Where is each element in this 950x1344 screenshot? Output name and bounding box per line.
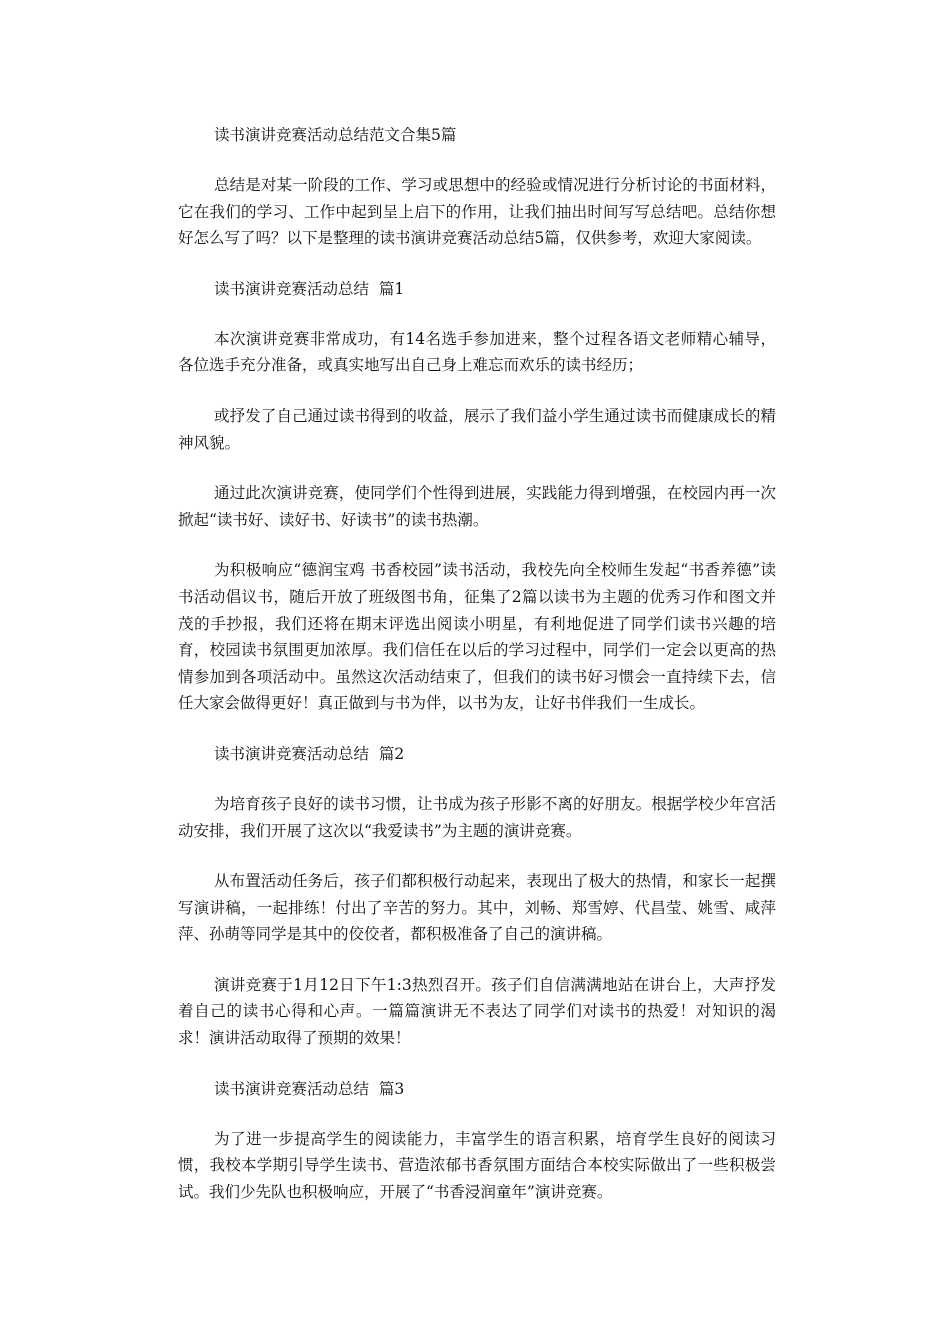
- section-paragraph: 从布置活动任务后，孩子们都积极行动起来，表现出了极大的热情，和家长一起撰写演讲稿，一起排练！付出了辛苦的努力。其中，刘畅、郑雪婷、代昌莹、姚雪、咸萍萍、孙萌等同学是其中的佼佼者，都积极准备了自己的演讲稿。: [178, 872, 776, 944]
- section-paragraph: 演讲竞赛于1月12日下午1:3热烈召开。孩子们自信满满地站在讲台上，大声抒发着自己的读书心得和心声。一篇篇演讲无不表达了同学们对读书的热爱！对知识的渴求！演讲活动取得了预期的效果！: [178, 975, 776, 1048]
- section-paragraph: 为培育孩子良好的读书习惯，让书成为孩子形影不离的好朋友。根据学校少年宫活动安排，我们开展了这次以“我爱读书”为主题的演讲竞赛。: [178, 794, 776, 840]
- section-paragraph: 为积极响应“德润宝鸡 书香校园”读书活动，我校先向全校师生发起“书香养德”读书活动倡议书，随后开放了班级图书角，征集了2篇以读书为主题的优秀习作和图文并茂的手抄报，我们还将在期末评选出阅读小明星，有利地促进了同学们读书兴趣的培育，校园读书氛围更加浓厚。我们信任在以后的学习过程中，同学们一定会以更高的热情参加到各项活动中。虽然这次活动结束了，但我们的读书好习惯会一直持续下去，信任大家会做得更好！真正做到与书为伴，以书为友，让好书伴我们一生成长。: [178, 561, 776, 713]
- section-heading: 读书演讲竞赛活动总结 篇3: [214, 1079, 405, 1098]
- section-paragraph: 或抒发了自己通过读书得到的收益，展示了我们益小学生通过读书而健康成长的精神风貌。: [178, 406, 776, 452]
- section-heading: 读书演讲竞赛活动总结 篇1: [214, 279, 405, 298]
- section-paragraph: 为了进一步提高学生的阅读能力，丰富学生的语言积累，培育学生良好的阅读习惯，我校本学期引导学生读书、营造浓郁书香氛围方面结合本校实际做出了一些积极尝试。我们少先队也积极响应，开展了“书香浸润童年”演讲竞赛。: [178, 1129, 776, 1201]
- intro-paragraph: 总结是对某一阶段的工作、学习或思想中的经验或情况进行分析讨论的书面材料，它在我们的学习、工作中起到呈上启下的作用，让我们抽出时间写写总结吧。总结你想好怎么写了吗？以下是整理的读书演讲竞赛活动总结5篇，仅供参考，欢迎大家阅读。: [178, 176, 776, 248]
- section-paragraph: 通过此次演讲竞赛，使同学们个性得到进展，实践能力得到增强，在校园内再一次掀起“读书好、读好书、好读书”的读书热潮。: [178, 484, 776, 529]
- section-2: [178, 741, 776, 1052]
- document-title: 读书演讲竞赛活动总结范文合集5篇: [214, 126, 457, 144]
- document-page: [178, 122, 776, 1205]
- section-3: [178, 1076, 776, 1206]
- section-1: [178, 276, 776, 717]
- section-heading: 读书演讲竞赛活动总结 篇2: [214, 744, 405, 763]
- section-paragraph: 本次演讲竞赛非常成功，有14名选手参加进来，整个过程各语文老师精心辅导，各位选手充分准备，或真实地写出自己身上难忘而欢乐的读书经历；: [178, 329, 776, 375]
